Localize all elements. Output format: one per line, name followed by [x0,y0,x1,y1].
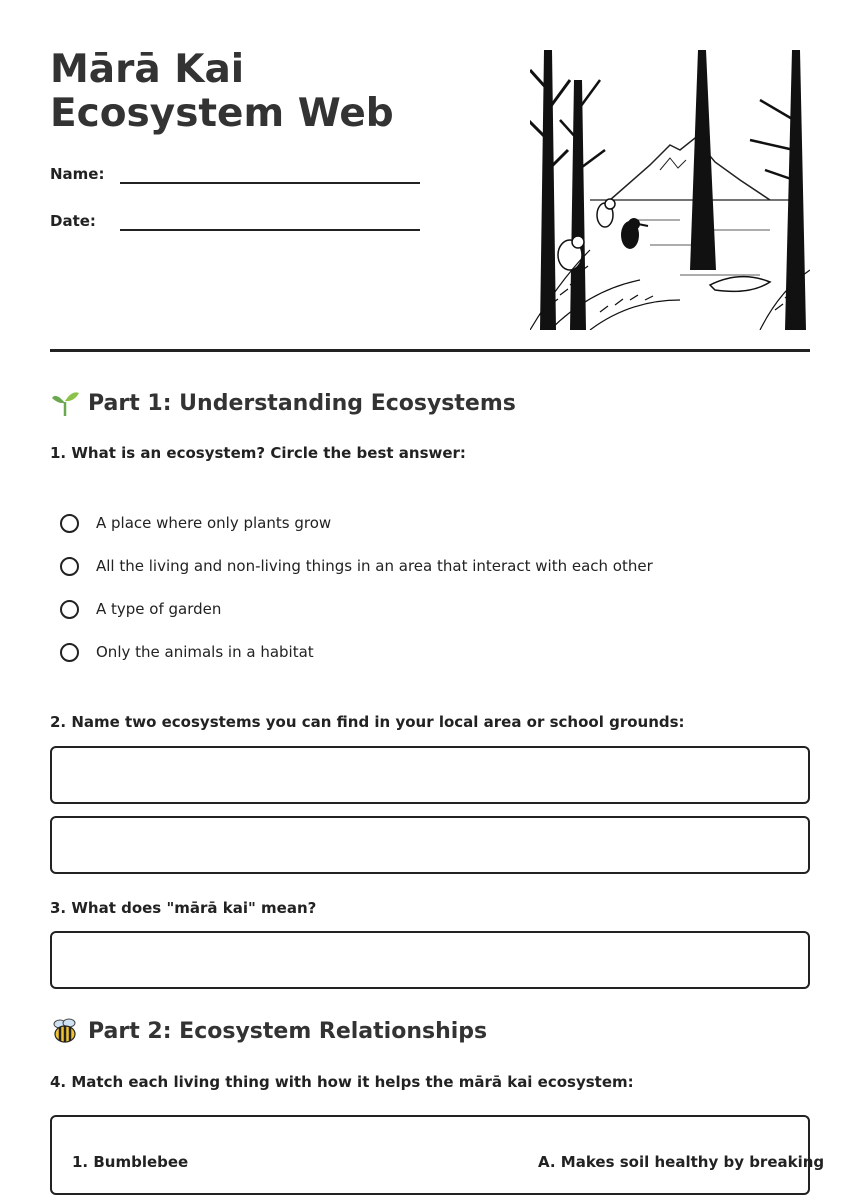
name-label: Name: [50,165,105,183]
q1-option-3[interactable] [60,596,221,622]
q1-option-1[interactable] [60,510,331,536]
q1-option-3-label: A type of garden [96,600,222,618]
name-answer-line[interactable] [120,182,420,184]
q1-option-2-label: All the living and non-living things in an area that interact with each other [96,557,653,575]
q1-option-4[interactable] [60,639,314,665]
date-answer-line[interactable] [120,229,420,231]
radio-circle[interactable] [60,514,79,533]
part2-heading [50,1016,487,1046]
question-4-prompt: 4. Match each living thing with how it helps the mārā kai ecosystem: [50,1073,634,1091]
header-divider [50,349,810,352]
question-3-prompt: 3. What does "mārā kai" mean? [50,899,317,917]
radio-circle[interactable] [60,600,79,619]
radio-circle[interactable] [60,643,79,662]
date-label: Date: [50,212,96,230]
match-left-item[interactable]: 1. Bumblebee [72,1153,189,1171]
q2-answer-box-1[interactable] [50,746,810,804]
q1-option-2[interactable] [60,553,653,579]
forest-lake-illustration [530,50,810,330]
part1-heading-text: Part 1: Understanding Ecosystems [88,390,516,416]
question-1-prompt: 1. What is an ecosystem? Circle the best answer: [50,444,466,462]
seedling-icon [50,388,80,418]
bee-icon [50,1016,80,1046]
radio-circle[interactable] [60,557,79,576]
q2-answer-box-2[interactable] [50,816,810,874]
q3-answer-box[interactable] [50,931,810,989]
question-2-prompt: 2. Name two ecosystems you can find in your local area or school grounds: [50,713,685,731]
matching-box [50,1115,825,1195]
match-right-item[interactable]: A. Makes soil healthy by breaking [538,1153,825,1171]
q1-option-4-label: Only the animals in a habitat [96,643,314,661]
worksheet-title: Mārā Kai Ecosystem Web [50,47,394,136]
part2-heading-text: Part 2: Ecosystem Relationships [88,1018,488,1044]
part1-heading [50,388,516,418]
q1-option-1-label: A place where only plants grow [96,514,332,532]
